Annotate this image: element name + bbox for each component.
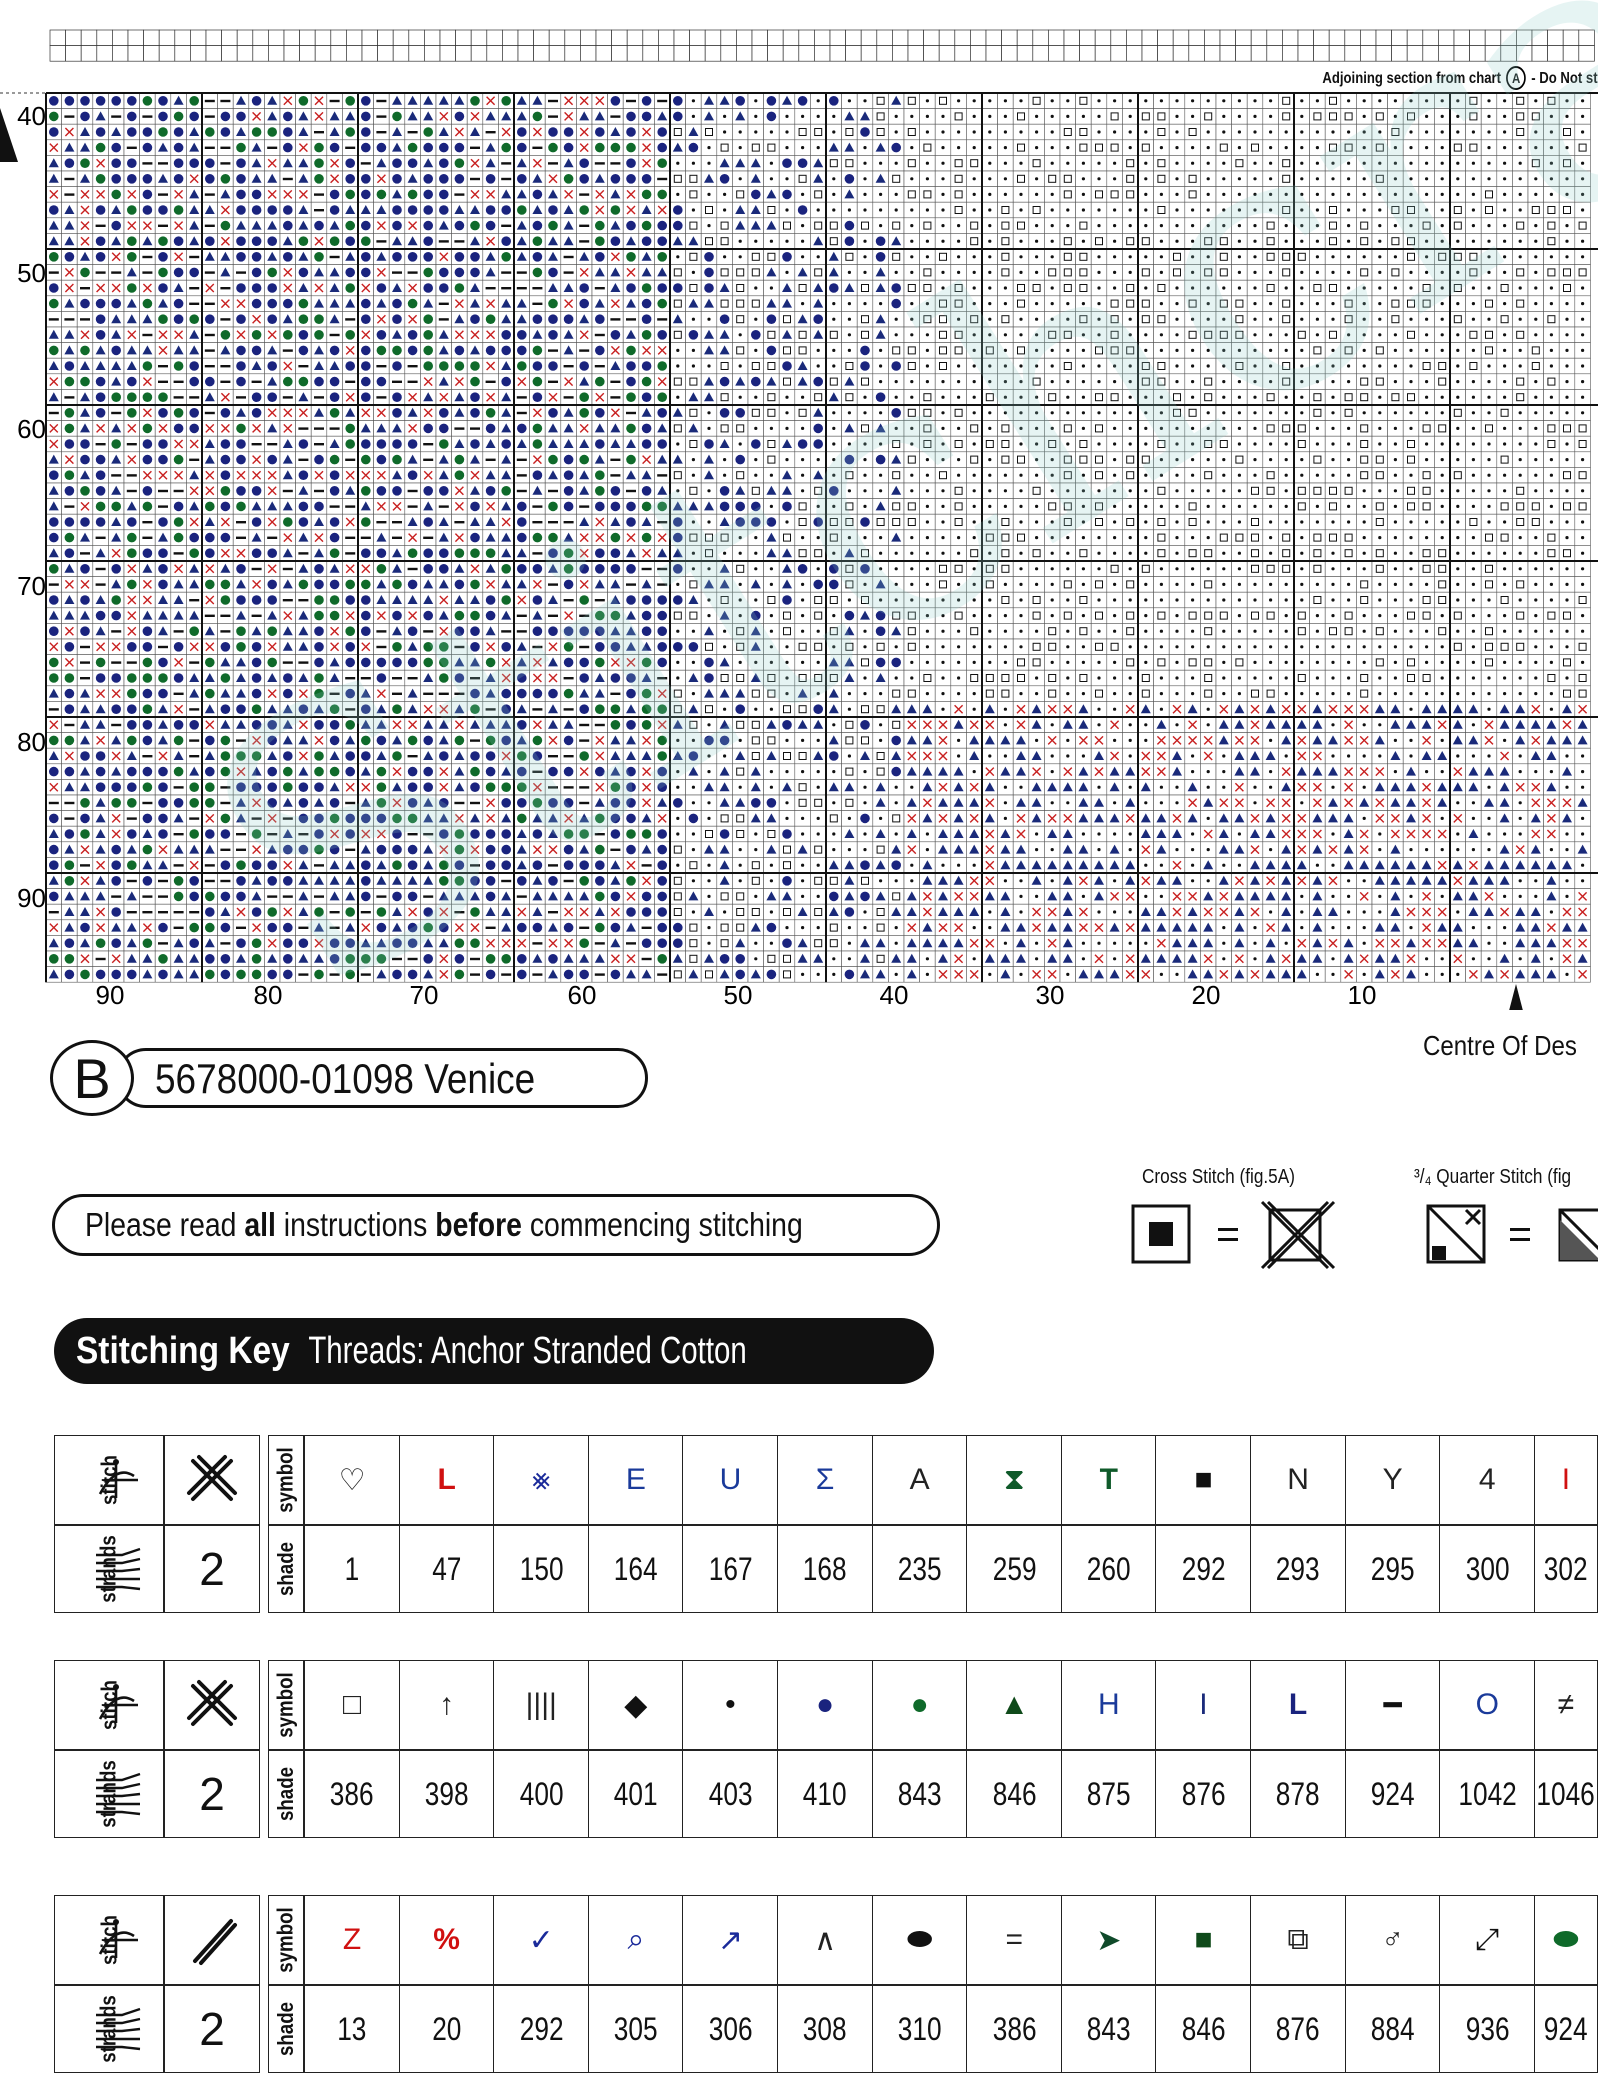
key-symbol: ◆	[624, 1688, 648, 1722]
strands-value: 2	[199, 2003, 225, 2055]
row-label: 90	[17, 883, 46, 913]
key-shade-number: 47	[432, 1550, 462, 1587]
key-shade-number: 306	[708, 2010, 753, 2047]
key-symbol-cell	[1155, 1895, 1251, 1985]
symbol-label: symbol	[273, 1447, 298, 1513]
key-shade-cell	[966, 1750, 1062, 1838]
key-shade-cell	[493, 1985, 589, 2073]
key-shade-number: 300	[1465, 1550, 1510, 1587]
stitch-label: stitch	[96, 1455, 121, 1505]
key-symbol-cell	[1155, 1435, 1251, 1525]
symbol-header	[268, 1435, 304, 1525]
key-symbol: ⨳	[531, 1463, 551, 1496]
key-shade-cell	[777, 1985, 873, 2073]
key-symbol: ⬬	[906, 1923, 933, 1956]
key-symbol-cell	[966, 1660, 1062, 1750]
key-shade-number: 168	[803, 1550, 847, 1587]
key-shade-cell	[588, 1750, 684, 1838]
key-shade-cell	[1345, 1985, 1441, 2073]
cross-stitch-icon	[164, 1660, 260, 1750]
key-symbol-cell	[1155, 1660, 1251, 1750]
key-symbol-cell	[399, 1435, 495, 1525]
key-symbol-cell	[588, 1435, 684, 1525]
key-shade-number: 936	[1465, 2010, 1510, 2047]
equals-icon-2	[1510, 1228, 1530, 1241]
key-shade-number: 295	[1370, 1550, 1415, 1587]
column-label: 80	[253, 980, 283, 1010]
key-symbol-cell	[872, 1895, 968, 1985]
key-shade-number: 924	[1543, 2010, 1588, 2047]
key-symbol: ●	[910, 1688, 929, 1721]
key-shade-number: 401	[613, 1775, 658, 1812]
key-symbol-cell	[1250, 1895, 1346, 1985]
key-shade-cell	[966, 1525, 1062, 1613]
key-shade-cell	[872, 1525, 968, 1613]
key-symbol-cell	[399, 1895, 495, 1985]
key-shade-number: 20	[432, 2010, 462, 2047]
key-shade-number: 386	[992, 2010, 1037, 2047]
key-shade-cell	[1155, 1525, 1251, 1613]
key-shade-number: 302	[1543, 1550, 1588, 1587]
chart-title-text: 5678000-01098 Venice	[116, 1048, 648, 1108]
key-symbol-cell	[1534, 1895, 1598, 1985]
key-symbol: ≠	[1557, 1688, 1575, 1721]
strands-label: strands	[95, 1995, 121, 2063]
key-shade-number: 1	[344, 1550, 360, 1587]
key-shade-number: 235	[897, 1550, 942, 1587]
key-shade-number: 259	[992, 1550, 1037, 1587]
key-shade-number: 410	[803, 1775, 847, 1812]
row-label: 40	[17, 101, 46, 131]
key-symbol: Z	[342, 1923, 362, 1956]
symbol-header	[268, 1895, 304, 1985]
key-shade-cell	[399, 1750, 495, 1838]
key-symbol-cell	[966, 1895, 1062, 1985]
key-symbol-cell	[1439, 1895, 1535, 1985]
key-symbol: ♂	[1381, 1923, 1404, 1956]
cross-stitch-diagram-icon	[1262, 1202, 1334, 1268]
symbol-header	[268, 1660, 304, 1750]
key-shade-number: 13	[337, 2010, 367, 2047]
key-shade-cell	[777, 1525, 873, 1613]
key-shade-number: 846	[992, 1775, 1037, 1812]
key-symbol-cell	[493, 1660, 589, 1750]
key-shade-cell	[682, 1750, 778, 1838]
key-shade-number: 308	[803, 2010, 847, 2047]
key-shade-number: 310	[897, 2010, 942, 2047]
key-symbol-cell	[1061, 1435, 1157, 1525]
key-symbol-cell	[1534, 1435, 1598, 1525]
key-shade-number: 400	[519, 1775, 564, 1812]
strands-value: 2	[199, 1768, 225, 1820]
key-shade-cell	[588, 1985, 684, 2073]
row-label: 60	[17, 414, 46, 444]
key-symbol: =	[1005, 1923, 1023, 1956]
key-shade-cell	[1345, 1525, 1441, 1613]
column-label: 70	[409, 980, 439, 1010]
cross-stitch-icon	[164, 1435, 260, 1525]
key-symbol: T	[1099, 1463, 1118, 1496]
stitch-label: stitch	[96, 1680, 121, 1730]
key-symbol: Y	[1382, 1463, 1403, 1496]
key-shade-cell	[1250, 1985, 1346, 2073]
key-shade-cell	[1534, 1750, 1598, 1838]
key-shade-cell	[1250, 1750, 1346, 1838]
key-symbol-cell	[682, 1660, 778, 1750]
shade-header	[268, 1525, 304, 1613]
key-symbol: □	[342, 1688, 362, 1721]
stitch-label-cell	[54, 1895, 164, 1985]
symbol-label: symbol	[273, 1672, 298, 1738]
key-shade-cell	[399, 1525, 495, 1613]
key-symbol-cell	[1061, 1895, 1157, 1985]
shade-label: shade	[273, 1541, 298, 1597]
key-symbol: ∧	[814, 1923, 837, 1957]
key-symbol: O	[1475, 1688, 1499, 1721]
key-symbol: ●	[815, 1688, 835, 1721]
chart-letter-badge: B	[50, 1040, 134, 1116]
instructions-banner: Please read all instructions before commencing stitching	[52, 1194, 940, 1256]
strands-label: strands	[95, 1535, 121, 1603]
key-symbol-cell	[1345, 1435, 1441, 1525]
key-shade-number: 875	[1086, 1775, 1131, 1812]
key-symbol-cell	[1345, 1895, 1441, 1985]
key-shade-cell	[1439, 1985, 1535, 2073]
key-shade-number: 305	[613, 2010, 658, 2047]
strands-label: strands	[95, 1760, 121, 1828]
key-shade-number: 843	[897, 1775, 942, 1812]
key-shade-cell	[304, 1985, 400, 2073]
key-symbol-cell	[304, 1660, 400, 1750]
cross-stitch-legend-label: Cross Stitch (fig.5A)	[1142, 1166, 1295, 1188]
key-symbol: E	[625, 1463, 646, 1496]
key-shade-cell	[1155, 1985, 1251, 2073]
key-symbol-cell	[1250, 1660, 1346, 1750]
key-symbol: ||||	[525, 1688, 557, 1721]
key-symbol-cell	[493, 1435, 589, 1525]
column-label: 40	[879, 980, 909, 1010]
strands-label-cell	[54, 1525, 164, 1613]
key-shade-number: 386	[330, 1775, 374, 1812]
key-symbol: H	[1098, 1688, 1120, 1721]
key-shade-cell	[1534, 1525, 1598, 1613]
adjoining-section-note: Adjoining section from chart A - Do Not st	[1323, 66, 1598, 90]
backstitch-icon	[164, 1895, 260, 1985]
stitch-legend-diagrams	[1130, 1200, 1598, 1280]
key-symbol: ■	[1194, 1463, 1213, 1496]
key-symbol-cell	[304, 1435, 400, 1525]
strands-count	[164, 1750, 260, 1838]
key-shade-number: 878	[1276, 1775, 1320, 1812]
row-label: 70	[17, 571, 46, 601]
key-shade-cell	[1155, 1750, 1251, 1838]
column-label: 20	[1191, 980, 1221, 1010]
key-shade-number: 843	[1086, 2010, 1131, 2047]
chart-title	[50, 1040, 646, 1116]
key-symbol: A	[909, 1463, 930, 1496]
centre-arrow	[1504, 984, 1528, 1010]
key-symbol-cell	[1534, 1660, 1598, 1750]
key-shade-number: 846	[1181, 2010, 1226, 2047]
key-symbol: I	[1561, 1463, 1571, 1496]
key-symbol: ↗	[717, 1923, 743, 1957]
key-symbol: I	[1199, 1688, 1208, 1721]
key-symbol-cell	[966, 1435, 1062, 1525]
key-symbol-cell	[399, 1660, 495, 1750]
key-symbol-cell	[1345, 1660, 1441, 1750]
key-symbol: •	[725, 1688, 736, 1721]
key-shade-number: 293	[1276, 1550, 1320, 1587]
strands-label-cell	[54, 1985, 164, 2073]
key-shade-cell	[1534, 1985, 1598, 2073]
key-symbol-cell	[872, 1660, 968, 1750]
key-symbol: ■	[1194, 1923, 1213, 1956]
key-symbol: ✓	[528, 1923, 554, 1957]
key-symbol: ⧗	[1003, 1463, 1025, 1496]
key-shade-cell	[1439, 1525, 1535, 1613]
key-symbol: ⬬	[1553, 1923, 1579, 1956]
key-symbol-cell	[1250, 1435, 1346, 1525]
row-marker-arrow	[0, 108, 18, 162]
key-symbol: Σ	[815, 1463, 835, 1496]
key-symbol-cell	[682, 1435, 778, 1525]
key-symbol-cell	[777, 1435, 873, 1525]
key-shade-number: 167	[708, 1550, 753, 1587]
key-symbol: ♡	[338, 1463, 366, 1497]
key-shade-cell	[1061, 1750, 1157, 1838]
key-shade-cell	[682, 1525, 778, 1613]
key-shade-number: 1042	[1458, 1775, 1517, 1812]
key-symbol: 4	[1478, 1463, 1496, 1496]
strands-count	[164, 1525, 260, 1613]
row-label: 80	[17, 727, 46, 757]
key-shade-cell	[1061, 1525, 1157, 1613]
column-label: 10	[1347, 980, 1377, 1010]
adjoining-letter-badge: A	[1507, 66, 1527, 90]
cross-stitch-symbol-icon	[1133, 1206, 1189, 1262]
chart-cells	[46, 93, 1590, 982]
key-symbol: ━	[1383, 1688, 1402, 1722]
key-shade-cell	[872, 1985, 968, 2073]
column-label: 50	[723, 980, 753, 1010]
key-symbol-cell	[682, 1895, 778, 1985]
key-symbol-cell	[304, 1895, 400, 1985]
shade-label: shade	[273, 2001, 298, 2057]
shade-header	[268, 1750, 304, 1838]
symbol-label: symbol	[273, 1907, 298, 1973]
column-label: 60	[567, 980, 597, 1010]
quarter-stitch-legend-label: ³/₄ Quarter Stitch (fig	[1414, 1166, 1572, 1188]
key-symbol-cell	[588, 1895, 684, 1985]
key-shade-cell	[777, 1750, 873, 1838]
key-shade-cell	[1439, 1750, 1535, 1838]
key-shade-cell	[493, 1750, 589, 1838]
key-symbol: N	[1287, 1463, 1309, 1496]
strands-value: 2	[199, 1543, 225, 1595]
equals-icon	[1218, 1228, 1238, 1241]
row-label: 50	[17, 258, 46, 288]
key-symbol: L	[1288, 1688, 1308, 1721]
key-symbol-cell	[1061, 1660, 1157, 1750]
key-shade-number: 398	[424, 1775, 469, 1812]
key-symbol: ⧉	[1287, 1923, 1309, 1956]
key-symbol-cell	[1439, 1435, 1535, 1525]
key-shade-cell	[588, 1525, 684, 1613]
key-shade-cell	[304, 1525, 400, 1613]
key-symbol: ↑	[439, 1688, 455, 1721]
key-symbol: %	[433, 1923, 460, 1956]
cross-stitch-chart	[0, 0, 1598, 1010]
key-shade-cell	[493, 1525, 589, 1613]
key-shade-number: 292	[1181, 1550, 1226, 1587]
key-symbol-cell	[872, 1435, 968, 1525]
key-shade-number: 876	[1276, 2010, 1320, 2047]
shade-header	[268, 1985, 304, 2073]
key-shade-number: 876	[1181, 1775, 1226, 1812]
key-symbol: ▲	[999, 1688, 1030, 1721]
key-symbol: L	[437, 1463, 456, 1496]
column-label: 90	[95, 980, 125, 1010]
key-symbol: U	[719, 1463, 742, 1496]
adjoining-strip	[50, 30, 1594, 61]
key-shade-cell	[682, 1985, 778, 2073]
key-shade-cell	[966, 1985, 1062, 2073]
stitch-label-cell	[54, 1660, 164, 1750]
key-shade-cell	[1061, 1985, 1157, 2073]
shade-label: shade	[273, 1766, 298, 1822]
key-shade-number: 150	[519, 1550, 564, 1587]
stitching-key-header: Stitching Key Threads: Anchor Stranded Cotton	[54, 1318, 934, 1384]
stitch-label: stitch	[96, 1915, 121, 1965]
key-shade-number: 164	[613, 1550, 658, 1587]
key-symbol: ⤢	[1475, 1923, 1500, 1956]
key-shade-cell	[399, 1985, 495, 2073]
key-shade-cell	[304, 1750, 400, 1838]
key-shade-number: 260	[1086, 1550, 1131, 1587]
watermark: Stitchcraft	[140, 0, 1598, 1076]
key-shade-cell	[1250, 1525, 1346, 1613]
key-shade-number: 884	[1370, 2010, 1415, 2047]
strands-label-cell	[54, 1750, 164, 1838]
key-symbol-cell	[1439, 1660, 1535, 1750]
key-symbol-cell	[777, 1895, 873, 1985]
key-shade-number: 403	[708, 1775, 753, 1812]
key-symbol-cell	[493, 1895, 589, 1985]
column-label: 30	[1035, 980, 1065, 1010]
key-shade-number: 1046	[1536, 1775, 1596, 1812]
strands-count	[164, 1985, 260, 2073]
key-shade-number: 924	[1370, 1775, 1415, 1812]
key-shade-cell	[872, 1750, 968, 1838]
key-symbol: ⌕	[627, 1923, 645, 1956]
centre-of-design-label: Centre Of Des	[1423, 1030, 1577, 1061]
key-shade-number: 292	[519, 2010, 564, 2047]
key-symbol-cell	[777, 1660, 873, 1750]
stitch-label-cell	[54, 1435, 164, 1525]
key-shade-cell	[1345, 1750, 1441, 1838]
key-symbol-cell	[588, 1660, 684, 1750]
key-symbol: ➤	[1096, 1923, 1122, 1957]
chart-grid	[0, 0, 1598, 1010]
